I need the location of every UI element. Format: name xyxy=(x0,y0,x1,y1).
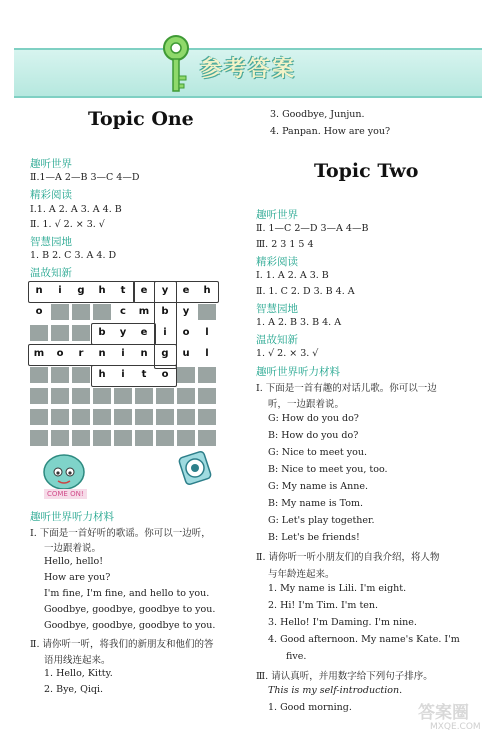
grid-cell xyxy=(93,430,111,446)
grid-cell xyxy=(72,430,90,446)
grid-cell xyxy=(51,388,69,404)
section-listening: 趣听世界 xyxy=(256,209,298,221)
text-line: G: Let's play together. xyxy=(268,515,375,526)
word-highlight-box xyxy=(154,281,177,369)
text-line: 2. Bye, Qiqi. xyxy=(44,684,104,695)
text-line: 1. Hello, Kitty. xyxy=(44,668,113,679)
grid-cell xyxy=(93,388,111,404)
grid-cell: e xyxy=(135,325,153,341)
grid-cell xyxy=(198,409,216,425)
grid-cell: l xyxy=(198,325,216,341)
grid-cell: y xyxy=(114,325,132,341)
watermark-url: MXQE.COM xyxy=(430,722,481,732)
section-reading: 精彩阅读 xyxy=(30,189,72,201)
answer-line: Ⅱ. 1. √ 2. × 3. √ xyxy=(30,219,105,230)
text-line: B: My name is Tom. xyxy=(268,498,364,509)
topic-one-title: Topic One xyxy=(88,108,194,130)
grid-cell: i xyxy=(156,325,174,341)
section-wisdom: 智慧园地 xyxy=(30,236,72,248)
grid-cell xyxy=(51,367,69,383)
grid-cell xyxy=(198,430,216,446)
watermark-logo: 答案圈 xyxy=(418,703,469,723)
text-line: Ⅰ. 下面是一首好听的歌谣。你可以一边听， xyxy=(30,528,211,539)
grid-cell: g xyxy=(156,346,174,362)
grid-cell: u xyxy=(177,346,195,362)
text-line: 1. My name is Lili. I'm eight. xyxy=(268,583,407,594)
grid-cell xyxy=(177,388,195,404)
grid-cell: i xyxy=(51,283,69,299)
answer-line: 1. B 2. C 3. A 4. D xyxy=(30,250,117,261)
text-line: five. xyxy=(286,651,307,662)
grid-cell xyxy=(72,367,90,383)
text-line: 一边跟着说。 xyxy=(44,543,102,554)
grid-cell xyxy=(135,430,153,446)
grid-cell xyxy=(198,388,216,404)
text-line: G: How do you do? xyxy=(268,413,359,424)
grid-cell xyxy=(135,388,153,404)
answer-line: Ⅲ. 2 3 1 5 4 xyxy=(256,239,314,250)
grid-cell: b xyxy=(93,325,111,341)
grid-cell xyxy=(72,388,90,404)
grid-cell: t xyxy=(114,283,132,299)
text-line: Ⅲ. 请认真听，并用数字给下列句子排序。 xyxy=(256,671,433,682)
text-line: 语用线连起来。 xyxy=(44,655,111,666)
grid-cell: r xyxy=(72,346,90,362)
grid-cell xyxy=(51,325,69,341)
section-review: 温故知新 xyxy=(30,267,72,279)
grid-cell xyxy=(135,409,153,425)
text-line: G: My name is Anne. xyxy=(268,481,369,492)
text-line: Hello, hello! xyxy=(44,556,104,567)
text-line: 4. Panpan. How are you? xyxy=(270,126,391,137)
text-line: This is my self-introduction. xyxy=(268,685,403,696)
grid-cell: c xyxy=(114,304,132,320)
grid-cell: t xyxy=(135,367,153,383)
text-line: G: Nice to meet you. xyxy=(268,447,367,458)
grid-cell xyxy=(30,409,48,425)
grid-cell: e xyxy=(135,283,153,299)
text-line: B: Nice to meet you, too. xyxy=(268,464,388,475)
text-line: 4. Good afternoon. My name's Kate. I'm xyxy=(268,634,460,645)
grid-cell: y xyxy=(156,283,174,299)
grid-cell xyxy=(156,409,174,425)
grid-cell xyxy=(198,304,216,320)
grid-cell: n xyxy=(135,346,153,362)
grid-cell xyxy=(114,430,132,446)
text-line: Ⅰ. 下面是一首有趣的对话儿歌。你可以一边 xyxy=(256,383,437,394)
grid-cell xyxy=(72,409,90,425)
word-highlight-box xyxy=(28,281,135,303)
grid-cell: g xyxy=(72,283,90,299)
grid-cell: y xyxy=(177,304,195,320)
section-listening: 趣听世界 xyxy=(30,158,72,170)
grid-cell: m xyxy=(135,304,153,320)
page-title: 参考答案 xyxy=(200,57,297,82)
section-listening-material: 趣听世界听力材料 xyxy=(30,511,114,523)
grid-cell: o xyxy=(177,325,195,341)
section-reading: 精彩阅读 xyxy=(256,256,298,268)
text-line: Goodbye, goodbye, goodbye to you. xyxy=(44,604,216,615)
grid-cell xyxy=(93,304,111,320)
answer-line: Ⅱ.1—A 2—B 3—C 4—D xyxy=(30,172,140,183)
grid-cell xyxy=(156,430,174,446)
grid-cell xyxy=(93,409,111,425)
text-line: Goodbye, goodbye, goodbye to you. xyxy=(44,620,216,631)
grid-cell: l xyxy=(198,346,216,362)
grid-cell: b xyxy=(156,304,174,320)
answer-line: Ⅱ. 1—C 2—D 3—A 4—B xyxy=(256,223,369,234)
grid-cell: n xyxy=(93,346,111,362)
answer-line: Ⅰ.1. A 2. A 3. A 4. B xyxy=(30,204,122,215)
grid-cell: o xyxy=(156,367,174,383)
text-line: I'm fine, I'm fine, and hello to you. xyxy=(44,588,210,599)
answer-line: Ⅰ. 1. A 2. A 3. B xyxy=(256,270,329,281)
grid-cell xyxy=(30,430,48,446)
grid-cell: h xyxy=(198,283,216,299)
grid-cell xyxy=(114,388,132,404)
come-on-badge: COME ON! xyxy=(44,489,87,499)
grid-cell xyxy=(30,367,48,383)
grid-cell xyxy=(156,388,174,404)
grid-cell xyxy=(177,409,195,425)
text-line: 2. Hi! I'm Tim. I'm ten. xyxy=(268,600,379,611)
text-line: B: Let's be friends! xyxy=(268,532,360,543)
grid-cell xyxy=(177,430,195,446)
grid-cell xyxy=(72,304,90,320)
grid-cell xyxy=(51,430,69,446)
text-line: How are you? xyxy=(44,572,111,583)
key-icon xyxy=(160,34,192,94)
section-wisdom: 智慧园地 xyxy=(256,303,298,315)
grid-cell: n xyxy=(30,283,48,299)
grid-cell: m xyxy=(30,346,48,362)
text-line: 3. Goodbye, Junjun. xyxy=(270,109,365,120)
section-listening-material: 趣听世界听力材料 xyxy=(256,366,340,378)
text-line: 与年龄连起来。 xyxy=(268,569,335,580)
answer-line: Ⅱ. 1. C 2. D 3. B 4. A xyxy=(256,286,355,297)
grid-cell xyxy=(51,409,69,425)
grid-cell: i xyxy=(114,346,132,362)
answer-line: 1. A 2. B 3. B 4. A xyxy=(256,317,342,328)
text-line: 3. Hello! I'm Daming. I'm nine. xyxy=(268,617,417,628)
grid-cell xyxy=(72,325,90,341)
grid-cell xyxy=(51,304,69,320)
grid-cell xyxy=(30,388,48,404)
grid-cell: e xyxy=(177,283,195,299)
grid-cell: i xyxy=(114,367,132,383)
topic-two-title: Topic Two xyxy=(314,160,419,182)
text-line: 1. Good morning. xyxy=(268,702,352,713)
grid-cell: o xyxy=(30,304,48,320)
text-line: 听，一边跟着说。 xyxy=(268,399,345,410)
word-search-grid xyxy=(30,283,220,453)
grid-cell xyxy=(198,367,216,383)
grid-cell xyxy=(114,409,132,425)
grid-cell xyxy=(30,325,48,341)
grid-cell: o xyxy=(51,346,69,362)
grid-cell: h xyxy=(93,367,111,383)
grid-cell xyxy=(177,367,195,383)
text-line: Ⅱ. 请你听一听，将我们的新朋友和他们的答 xyxy=(30,639,214,650)
text-line: Ⅱ. 请你听一听小朋友们的自我介绍，将人物 xyxy=(256,552,440,563)
grid-cell: h xyxy=(93,283,111,299)
word-highlight-box xyxy=(91,323,156,345)
text-line: B: How do you do? xyxy=(268,430,359,441)
section-review: 温故知新 xyxy=(256,334,298,346)
answer-line: 1. √ 2. × 3. √ xyxy=(256,348,319,359)
